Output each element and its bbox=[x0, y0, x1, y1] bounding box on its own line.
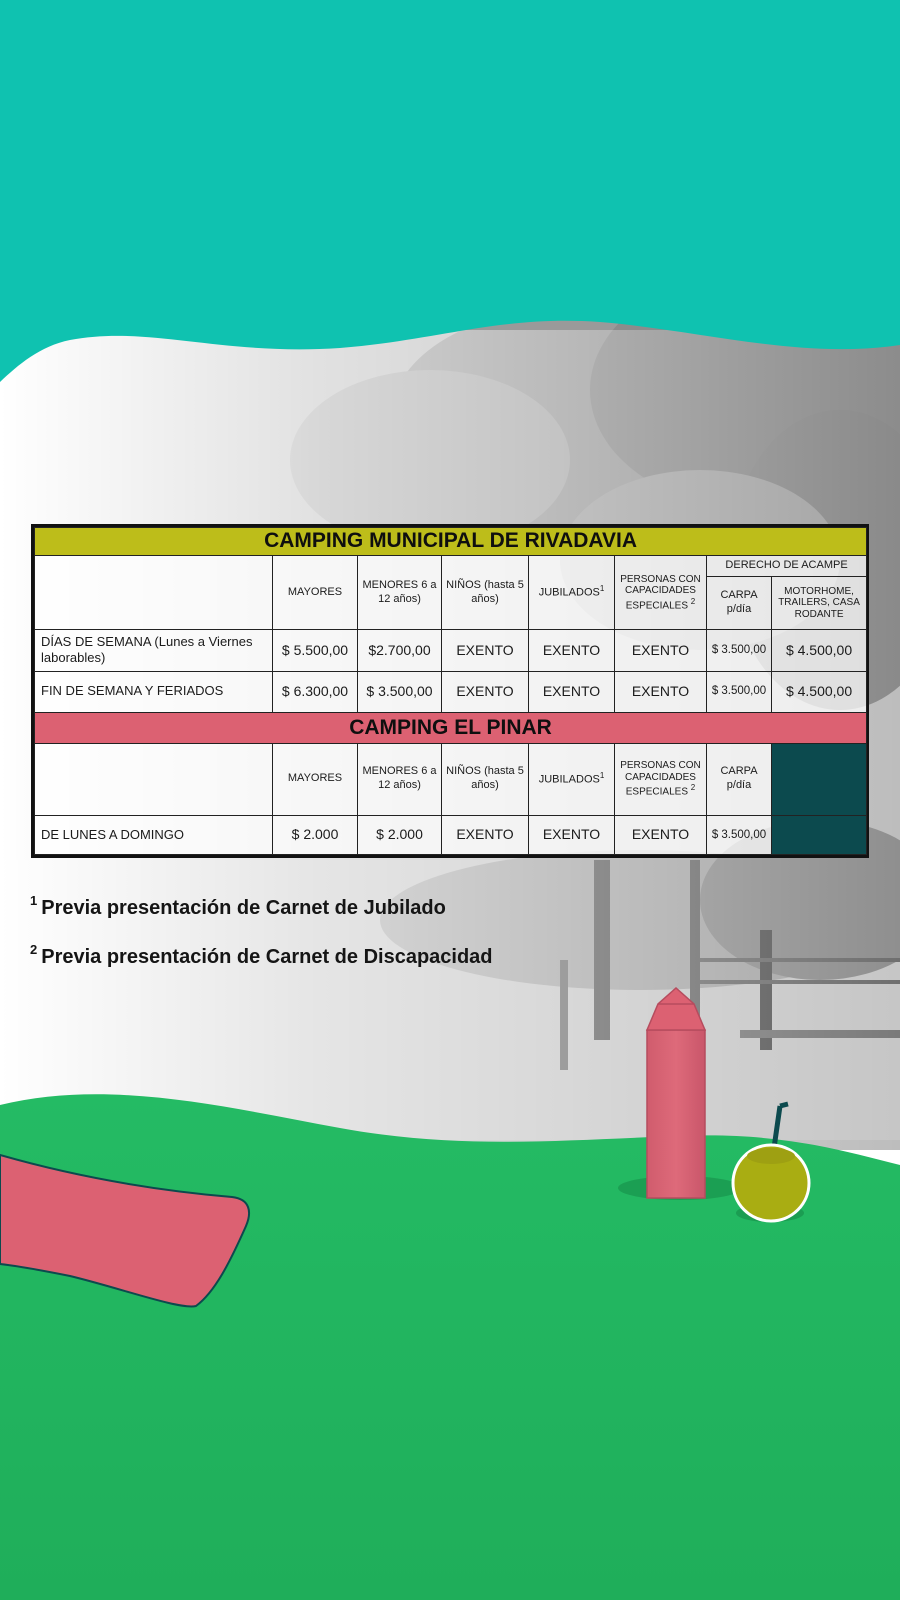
section2-header-menores: MENORES 6 a 12 años) bbox=[358, 743, 442, 815]
section2-header-ninos: NIÑOS (hasta 5 años) bbox=[442, 743, 529, 815]
pricing-table bbox=[31, 524, 869, 858]
section1-row1-mayores: $ 5.500,00 bbox=[273, 630, 358, 671]
thermos-bottle bbox=[647, 988, 705, 1198]
section2-jubilados-mark: 1 bbox=[599, 771, 605, 780]
section1-row1-jubilados: EXENTO bbox=[529, 630, 615, 671]
section2-header-mayores: MAYORES bbox=[273, 743, 358, 815]
section1-personas-mark: 2 bbox=[690, 596, 696, 606]
section1-row1-personas: EXENTO bbox=[615, 630, 707, 671]
section1-row1-carpa: $ 3.500,00 bbox=[707, 630, 772, 671]
footnotes bbox=[30, 893, 493, 991]
section1-jubilados-mark: 1 bbox=[599, 584, 605, 594]
section1-row2-jubilados: EXENTO bbox=[529, 671, 615, 712]
section2-header-personas bbox=[615, 743, 707, 815]
section1-jubilados-label: JUBILADOS bbox=[538, 587, 600, 600]
section1-header-personas bbox=[615, 556, 707, 630]
section2-header-jubilados bbox=[529, 743, 615, 815]
section1-row2-carpa: $ 3.500,00 bbox=[707, 671, 772, 712]
section2-row1-personas: EXENTO bbox=[615, 815, 707, 854]
section2-personas-mark: 2 bbox=[690, 783, 696, 793]
footnote-jubilado bbox=[30, 893, 493, 920]
section2-row1-carpa: $ 3.500,00 bbox=[707, 815, 772, 854]
section1-header-menores: MENORES 6 a 12 años) bbox=[358, 556, 442, 630]
section2-personas-label: PERSONAS CON CAPACIDADES ESPECIALES bbox=[620, 760, 701, 798]
footnote-mark-1: 1 bbox=[30, 893, 38, 908]
footnote-text-1: Previa presentación de Carnet de Jubilado bbox=[41, 897, 446, 919]
footnote-text-2: Previa presentación de Carnet de Discapacidad bbox=[41, 946, 493, 968]
section1-row2-mayores: $ 6.300,00 bbox=[273, 671, 358, 712]
section2-header-empty bbox=[35, 743, 273, 815]
section1-row1-ninos: EXENTO bbox=[442, 630, 529, 671]
section2-row1-ninos: EXENTO bbox=[442, 815, 529, 854]
section1-header-empty bbox=[35, 556, 273, 630]
teal-header-band bbox=[0, 0, 900, 382]
section1-row2-motorhome: $ 4.500,00 bbox=[772, 671, 867, 712]
section2-dark-cell-row bbox=[772, 815, 867, 854]
section1-header-derecho: DERECHO DE ACAMPE bbox=[707, 556, 867, 577]
section2-row1-label: DE LUNES A DOMINGO bbox=[35, 815, 273, 854]
section1-header-motorhome: MOTORHOME, TRAILERS, CASA RODANTE bbox=[772, 576, 867, 630]
section1-header-mayores: MAYORES bbox=[273, 556, 358, 630]
section1-personas-label: PERSONAS CON CAPACIDADES ESPECIALES bbox=[620, 573, 701, 612]
footnote-discapacidad bbox=[30, 942, 493, 969]
section2-header-carpa: CARPA p/día bbox=[707, 743, 772, 815]
section2-row1-menores: $ 2.000 bbox=[358, 815, 442, 854]
section1-header-jubilados bbox=[529, 556, 615, 630]
footnote-mark-2: 2 bbox=[30, 942, 38, 957]
section2-dark-cell bbox=[772, 743, 867, 815]
section1-row1-menores: $2.700,00 bbox=[358, 630, 442, 671]
section1-row2-ninos: EXENTO bbox=[442, 671, 529, 712]
section2-jubilados-label: JUBILADOS bbox=[538, 773, 600, 786]
section1-row2-label: FIN DE SEMANA Y FERIADOS bbox=[35, 671, 273, 712]
section1-row2-menores: $ 3.500,00 bbox=[358, 671, 442, 712]
section2-title: CAMPING EL PINAR bbox=[35, 712, 867, 743]
section1-header-ninos: NIÑOS (hasta 5 años) bbox=[442, 556, 529, 630]
section1-row2-personas: EXENTO bbox=[615, 671, 707, 712]
section2-row1-mayores: $ 2.000 bbox=[273, 815, 358, 854]
section2-row1-jubilados: EXENTO bbox=[529, 815, 615, 854]
section1-header-carpa: CARPA p/día bbox=[707, 576, 772, 630]
section1-row1-motorhome: $ 4.500,00 bbox=[772, 630, 867, 671]
section1-row1-label: DÍAS DE SEMANA (Lunes a Viernes laborables) bbox=[35, 630, 273, 671]
section1-title: CAMPING MUNICIPAL DE RIVADAVIA bbox=[35, 528, 867, 556]
